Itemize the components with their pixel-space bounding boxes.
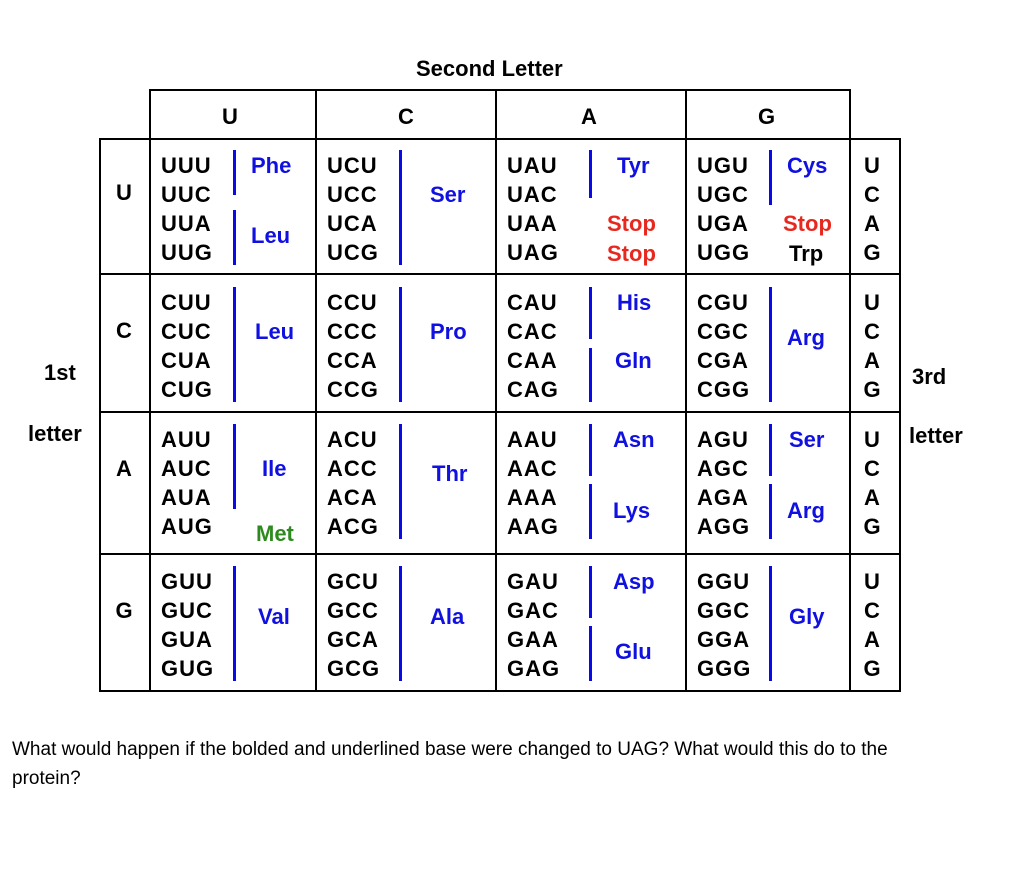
codon: UAG [507, 240, 559, 265]
column-divider [149, 138, 151, 692]
row-divider [99, 553, 901, 555]
codon: CUU [161, 290, 212, 315]
codon-group-bracket [233, 424, 236, 509]
amino-acid-arg: Arg [787, 325, 825, 350]
codon: UUA [161, 211, 212, 236]
codon: UGA [697, 211, 749, 236]
codon: CAA [507, 348, 558, 373]
second-letter-title: Second Letter [416, 56, 563, 81]
codon: GGG [697, 656, 752, 681]
header-divider [495, 89, 497, 139]
codon: GUG [161, 656, 215, 681]
codon: UCA [327, 211, 378, 236]
amino-acid-leu: Leu [255, 319, 295, 344]
codon: GUC [161, 598, 213, 623]
codon: CUC [161, 319, 212, 344]
header-right-border [849, 89, 851, 139]
amino-acid-gln: Gln [615, 348, 652, 373]
column-divider [685, 138, 687, 692]
codon-group-bracket [589, 150, 592, 198]
codon: AAA [507, 485, 558, 510]
codon-group-bracket [589, 626, 592, 681]
column-divider [849, 138, 851, 692]
codon: AGG [697, 514, 751, 539]
codon: UAC [507, 182, 558, 207]
amino-acid-leu: Leu [251, 223, 291, 248]
amino-acid-glu: Glu [615, 639, 652, 664]
header-left-border [149, 89, 151, 139]
amino-acid-asp: Asp [613, 569, 655, 594]
codon: CAG [507, 377, 559, 402]
codon: UGC [697, 182, 749, 207]
codon: CCC [327, 319, 378, 344]
codon: CAC [507, 319, 558, 344]
codon: GAC [507, 598, 559, 623]
codon: AUC [161, 456, 212, 481]
codon: UCG [327, 240, 379, 265]
first-letter-label: letter [28, 421, 82, 446]
header-divider [685, 89, 687, 139]
first-letter-c: C [116, 318, 132, 343]
codon: AAU [507, 427, 558, 452]
amino-acid-trp: Trp [789, 241, 824, 266]
codon: UUG [161, 240, 213, 265]
stop-codon-label: Stop [607, 211, 656, 236]
codon: CUA [161, 348, 212, 373]
third-letter: U [864, 290, 880, 315]
third-letter: C [864, 182, 880, 207]
row-divider [99, 273, 901, 275]
codon-group-bracket [399, 150, 402, 265]
codon-group-bracket [769, 287, 772, 402]
codon: CCG [327, 377, 379, 402]
header-divider [315, 89, 317, 139]
codon: CUG [161, 377, 213, 402]
third-letter: C [864, 319, 880, 344]
codon-group-bracket [589, 348, 592, 402]
codon: UCU [327, 153, 378, 178]
codon-group-bracket [769, 484, 772, 539]
codon: AUA [161, 485, 212, 510]
amino-acid-asn: Asn [613, 427, 655, 452]
row-divider [99, 411, 901, 413]
second-letter-a: A [581, 104, 597, 129]
table-bottom-border [99, 690, 901, 692]
codon-group-bracket [769, 150, 772, 205]
stop-codon-label: Stop [783, 211, 832, 236]
amino-acid-phe: Phe [251, 153, 292, 178]
codon-group-bracket [399, 287, 402, 402]
codon: GCC [327, 598, 379, 623]
codon: GAG [507, 656, 561, 681]
codon: UGG [697, 240, 751, 265]
codon: AUG [161, 514, 213, 539]
codon: GUU [161, 569, 213, 594]
second-letter-g: G [758, 104, 776, 129]
codon-group-bracket [589, 566, 592, 618]
third-letter: U [864, 427, 880, 452]
amino-acid-val: Val [258, 604, 290, 629]
third-letter: G [863, 656, 881, 681]
codon: CGC [697, 319, 749, 344]
amino-acid-ala: Ala [430, 604, 465, 629]
codon: UUC [161, 182, 212, 207]
codon: CGA [697, 348, 749, 373]
first-letter-label: 1st [44, 360, 76, 385]
codon: ACG [327, 514, 379, 539]
codon: CAU [507, 290, 558, 315]
codon: CGU [697, 290, 749, 315]
codon: GCU [327, 569, 379, 594]
codon-group-bracket [769, 566, 772, 681]
codon: GAU [507, 569, 559, 594]
amino-acid-gly: Gly [789, 604, 825, 629]
codon: AAG [507, 514, 559, 539]
third-letter-label: 3rd [912, 364, 947, 389]
codon-group-bracket [769, 424, 772, 476]
codon: ACC [327, 456, 378, 481]
codon: GCG [327, 656, 381, 681]
third-letter: C [864, 456, 880, 481]
amino-acid-arg: Arg [787, 498, 825, 523]
first-letter-g: G [115, 598, 133, 623]
codon-group-bracket [589, 484, 592, 539]
amino-acid-pro: Pro [430, 319, 467, 344]
third-letter: G [863, 240, 881, 265]
codon: GGC [697, 598, 751, 623]
codon-group-bracket [589, 287, 592, 339]
amino-acid-cys: Cys [787, 153, 828, 178]
codon: AGU [697, 427, 749, 452]
third-letter: U [864, 569, 880, 594]
codon: CGG [697, 377, 751, 402]
third-letter: A [864, 485, 880, 510]
codon: GUA [161, 627, 213, 652]
amino-acid-lys: Lys [613, 498, 651, 523]
third-letter: A [864, 627, 880, 652]
codon: GCA [327, 627, 379, 652]
table-top-border [99, 138, 901, 140]
stop-codon-label: Stop [607, 241, 656, 266]
first-letter-a: A [116, 456, 132, 481]
amino-acid-ile: Ile [262, 456, 287, 481]
amino-acid-ser: Ser [430, 182, 466, 207]
codon-group-bracket [589, 424, 592, 476]
table-right-border [899, 138, 901, 692]
second-letter-u: U [222, 104, 238, 129]
codon-group-bracket [233, 150, 236, 195]
codon: GAA [507, 627, 559, 652]
codon: AGC [697, 456, 749, 481]
codon: UCC [327, 182, 378, 207]
codon-group-bracket [233, 287, 236, 402]
amino-acid-ser: Ser [789, 427, 825, 452]
codon-group-bracket [399, 424, 402, 539]
amino-acid-his: His [617, 290, 652, 315]
third-letter: C [864, 598, 880, 623]
codon: UUU [161, 153, 212, 178]
third-letter: A [864, 348, 880, 373]
codon: GGA [697, 627, 751, 652]
codon: ACA [327, 485, 378, 510]
table-left-border [99, 138, 101, 692]
third-letter-label: letter [909, 423, 963, 448]
amino-acid-thr: Thr [432, 461, 468, 486]
codon-group-bracket [233, 566, 236, 681]
codon-group-bracket [399, 566, 402, 681]
third-letter: G [863, 377, 881, 402]
second-letter-c: C [398, 104, 414, 129]
third-letter: A [864, 211, 880, 236]
codon: GGU [697, 569, 751, 594]
codon: ACU [327, 427, 378, 452]
codon: UAA [507, 211, 558, 236]
codon: UGU [697, 153, 749, 178]
codon: CCA [327, 348, 378, 373]
third-letter: U [864, 153, 880, 178]
column-divider [495, 138, 497, 692]
column-divider [315, 138, 317, 692]
header-top-border [149, 89, 851, 91]
codon: AGA [697, 485, 749, 510]
amino-acid-tyr: Tyr [617, 153, 650, 178]
codon: AAC [507, 456, 558, 481]
third-letter: G [863, 514, 881, 539]
first-letter-u: U [116, 180, 132, 205]
codon: AUU [161, 427, 212, 452]
question-text: What would happen if the bolded and underlined base were changed to UAG? What would this do to the protein? [12, 739, 888, 789]
codon-group-bracket [233, 210, 236, 265]
codon: CCU [327, 290, 378, 315]
amino-acid-met: Met [256, 521, 294, 546]
codon: UAU [507, 153, 558, 178]
